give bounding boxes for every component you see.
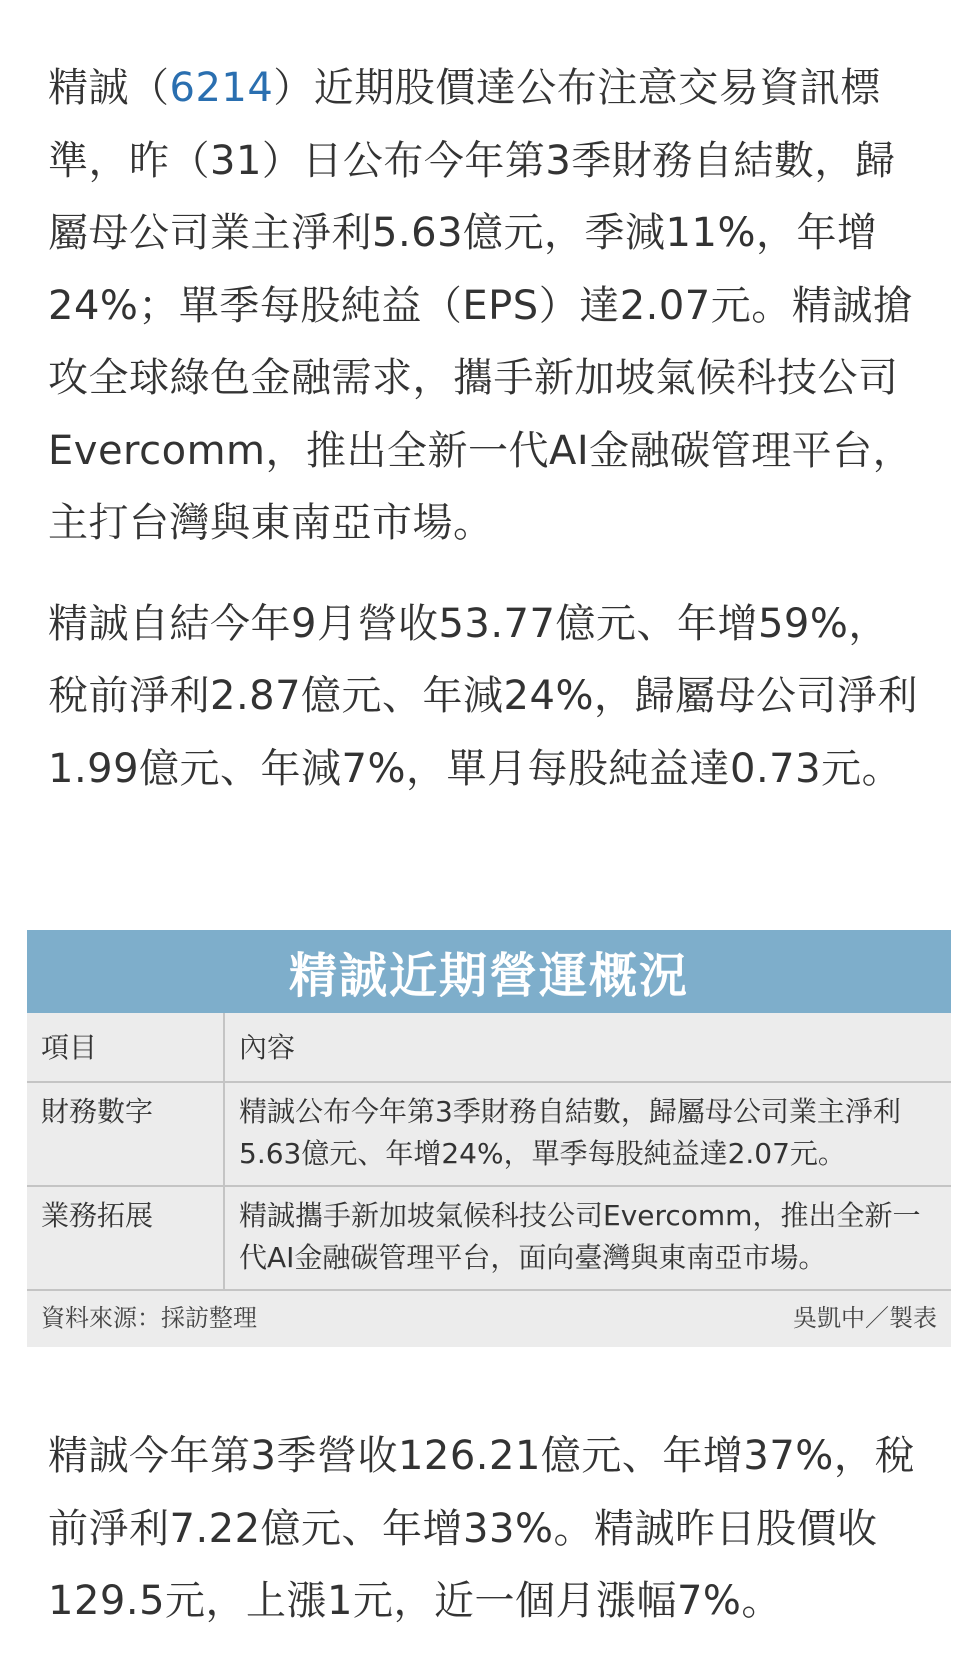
info-table-title: 精誠近期營運概況 [27, 930, 951, 1013]
info-table [27, 1013, 951, 1289]
paragraph-1 [48, 52, 928, 560]
table-row [27, 1082, 951, 1186]
paragraph-1-lead: 精誠（ [48, 65, 170, 111]
table-header-item: 項目 [27, 1013, 224, 1082]
credit-note: 吳凱中／製表 [793, 1304, 937, 1332]
table-row [27, 1186, 951, 1289]
paragraph-3: 精誠今年第3季營收126.21億元、年增37%，稅前淨利7.22億元、年增33%。精誠昨日股價收129.5元，上漲1元，近一個月漲幅7%。 [48, 1433, 915, 1624]
article-body [48, 52, 928, 805]
stock-code-link[interactable]: 6214 [169, 65, 274, 111]
info-table-footer [27, 1289, 951, 1347]
table-cell-item: 業務拓展 [27, 1186, 224, 1289]
table-cell-item: 財務數字 [27, 1082, 224, 1186]
paragraph-2: 精誠自結今年9月營收53.77億元、年增59%，稅前淨利2.87億元、年減24%，歸屬母公司淨利1.99億元、年減7%，單月每股純益達0.73元。 [48, 600, 918, 792]
table-header-row [27, 1013, 951, 1082]
paragraph-1-text: ）近期股價達公布注意交易資訊標準，昨（31）日公布今年第3季財務自結數，歸屬母公司業主淨利5.63億元，季減11%，年增24%；單季每股純益（EPS）達2.07元。精誠搶攻全球綠色金融需求，攜手新加坡氣候科技公司Evercomm，推出全新一代AI金融碳管理平台，主打台灣與東南亞市場。 [48, 65, 914, 546]
table-cell-content: 精誠攜手新加坡氣候科技公司Evercomm，推出全新一代AI金融碳管理平台，面向臺灣與東南亞市場。 [224, 1186, 951, 1289]
info-table-box [27, 930, 951, 1347]
table-cell-content: 精誠公布今年第3季財務自結數，歸屬母公司業主淨利5.63億元、年增24%，單季每股純益達2.07元。 [224, 1082, 951, 1186]
article-body-continued [48, 1420, 928, 1638]
table-header-content: 內容 [239, 1031, 296, 1064]
source-note: 資料來源：採訪整理 [41, 1304, 257, 1332]
